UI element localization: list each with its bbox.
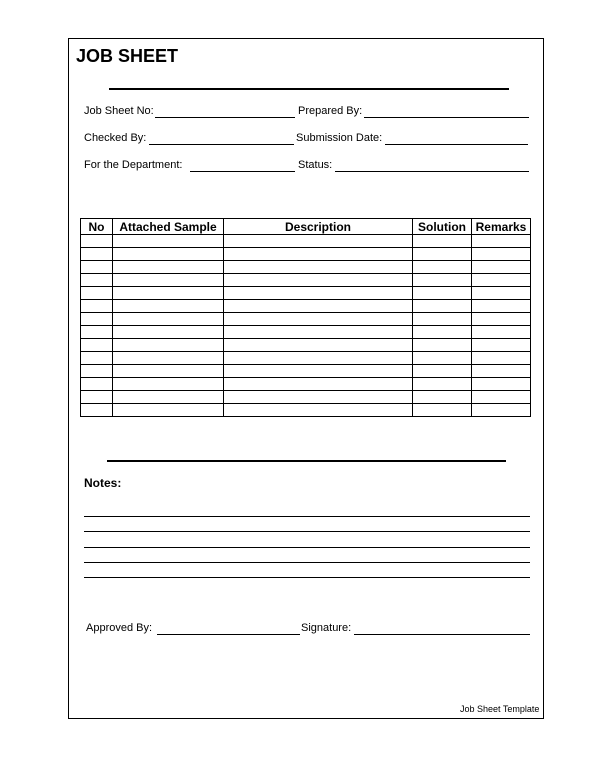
approved-by-label: Approved By: — [86, 622, 153, 634]
table-cell[interactable] — [224, 287, 413, 300]
signature-label: Signature: — [301, 622, 352, 634]
table-row — [81, 378, 531, 391]
prepared-by-field[interactable] — [364, 117, 529, 118]
header-solution: Solution — [413, 219, 472, 235]
table-cell[interactable] — [224, 274, 413, 287]
department-label: For the Department: — [84, 159, 183, 171]
table-cell[interactable] — [113, 352, 224, 365]
status-label: Status: — [298, 159, 333, 171]
table-cell[interactable] — [224, 326, 413, 339]
table-cell[interactable] — [413, 352, 472, 365]
table-row — [81, 404, 531, 417]
table-cell[interactable] — [224, 365, 413, 378]
table-header-row — [81, 219, 531, 235]
table-cell[interactable] — [413, 287, 472, 300]
table-cell[interactable] — [81, 248, 113, 261]
header-remarks: Remarks — [472, 219, 531, 235]
header-description: Description — [224, 219, 413, 235]
table-cell[interactable] — [224, 391, 413, 404]
table-cell[interactable] — [224, 313, 413, 326]
notes-line[interactable] — [84, 562, 530, 563]
table-cell[interactable] — [472, 300, 531, 313]
table-cell[interactable] — [81, 300, 113, 313]
department-field[interactable] — [190, 171, 295, 172]
table-cell[interactable] — [472, 235, 531, 248]
title-underline — [109, 88, 509, 90]
table-cell[interactable] — [413, 300, 472, 313]
table-cell[interactable] — [113, 313, 224, 326]
table-cell[interactable] — [472, 339, 531, 352]
job-table — [80, 218, 531, 417]
table-cell[interactable] — [224, 261, 413, 274]
table-cell[interactable] — [413, 365, 472, 378]
header-no: No — [81, 219, 113, 235]
header-attached-sample: Attached Sample — [113, 219, 224, 235]
footer-text: Job Sheet Template — [460, 704, 540, 714]
table-cell[interactable] — [472, 326, 531, 339]
notes-divider — [107, 460, 506, 462]
table-cell[interactable] — [81, 261, 113, 274]
table-cell[interactable] — [413, 404, 472, 417]
table-cell[interactable] — [472, 274, 531, 287]
table-cell[interactable] — [224, 300, 413, 313]
table-cell[interactable] — [224, 339, 413, 352]
table-cell[interactable] — [224, 352, 413, 365]
table-row — [81, 326, 531, 339]
table-cell[interactable] — [113, 261, 224, 274]
table-cell[interactable] — [224, 235, 413, 248]
table-row — [81, 300, 531, 313]
table-cell[interactable] — [81, 365, 113, 378]
table-cell[interactable] — [113, 326, 224, 339]
document-title: JOB SHEET — [76, 46, 179, 66]
notes-line[interactable] — [84, 577, 530, 578]
table-cell[interactable] — [113, 248, 224, 261]
job-sheet-no-field[interactable] — [155, 117, 295, 118]
table-row — [81, 313, 531, 326]
table-cell[interactable] — [81, 378, 113, 391]
table-cell[interactable] — [81, 339, 113, 352]
table-cell[interactable] — [413, 313, 472, 326]
approved-by-field[interactable] — [157, 634, 300, 635]
table-cell[interactable] — [113, 235, 224, 248]
table-cell[interactable] — [413, 261, 472, 274]
table-row — [81, 391, 531, 404]
table-cell[interactable] — [81, 404, 113, 417]
table-cell[interactable] — [413, 274, 472, 287]
table-cell[interactable] — [224, 378, 413, 391]
table-row — [81, 248, 531, 261]
table-row — [81, 261, 531, 274]
table-cell[interactable] — [472, 287, 531, 300]
table-cell[interactable] — [81, 235, 113, 248]
table-cell[interactable] — [472, 261, 531, 274]
table-row — [81, 274, 531, 287]
submission-date-field[interactable] — [385, 144, 528, 145]
table-cell[interactable] — [113, 404, 224, 417]
table-cell[interactable] — [113, 391, 224, 404]
table-cell[interactable] — [81, 313, 113, 326]
table-row — [81, 352, 531, 365]
table-cell[interactable] — [413, 326, 472, 339]
table-row — [81, 235, 531, 248]
notes-line[interactable] — [84, 516, 530, 517]
table-row — [81, 339, 531, 352]
table-cell[interactable] — [472, 352, 531, 365]
table-cell[interactable] — [472, 378, 531, 391]
table-cell[interactable] — [224, 404, 413, 417]
table-cell[interactable] — [472, 313, 531, 326]
table-cell[interactable] — [472, 404, 531, 417]
table-cell[interactable] — [113, 378, 224, 391]
table-cell[interactable] — [81, 391, 113, 404]
table-cell[interactable] — [472, 391, 531, 404]
table-row — [81, 365, 531, 378]
table-cell[interactable] — [413, 248, 472, 261]
table-cell[interactable] — [113, 339, 224, 352]
table-cell[interactable] — [81, 274, 113, 287]
status-field[interactable] — [335, 171, 529, 172]
table-cell[interactable] — [472, 365, 531, 378]
table-cell[interactable] — [413, 235, 472, 248]
checked-by-field[interactable] — [149, 144, 294, 145]
job-sheet-no-label: Job Sheet No: — [84, 105, 154, 117]
submission-date-label: Submission Date: — [296, 132, 383, 144]
table-cell[interactable] — [413, 378, 472, 391]
table-cell[interactable] — [113, 274, 224, 287]
table-cell[interactable] — [81, 352, 113, 365]
table-cell[interactable] — [472, 248, 531, 261]
notes-line[interactable] — [84, 547, 530, 548]
table-cell[interactable] — [113, 300, 224, 313]
notes-line[interactable] — [84, 531, 530, 532]
table-cell[interactable] — [113, 365, 224, 378]
table-cell[interactable] — [81, 326, 113, 339]
notes-label: Notes: — [84, 476, 122, 490]
table-cell[interactable] — [81, 287, 113, 300]
table-cell[interactable] — [224, 248, 413, 261]
table-cell[interactable] — [113, 287, 224, 300]
checked-by-label: Checked By: — [84, 132, 147, 144]
prepared-by-label: Prepared By: — [298, 105, 363, 117]
table-cell[interactable] — [413, 391, 472, 404]
table-row — [81, 287, 531, 300]
signature-field[interactable] — [354, 634, 530, 635]
table-cell[interactable] — [413, 339, 472, 352]
